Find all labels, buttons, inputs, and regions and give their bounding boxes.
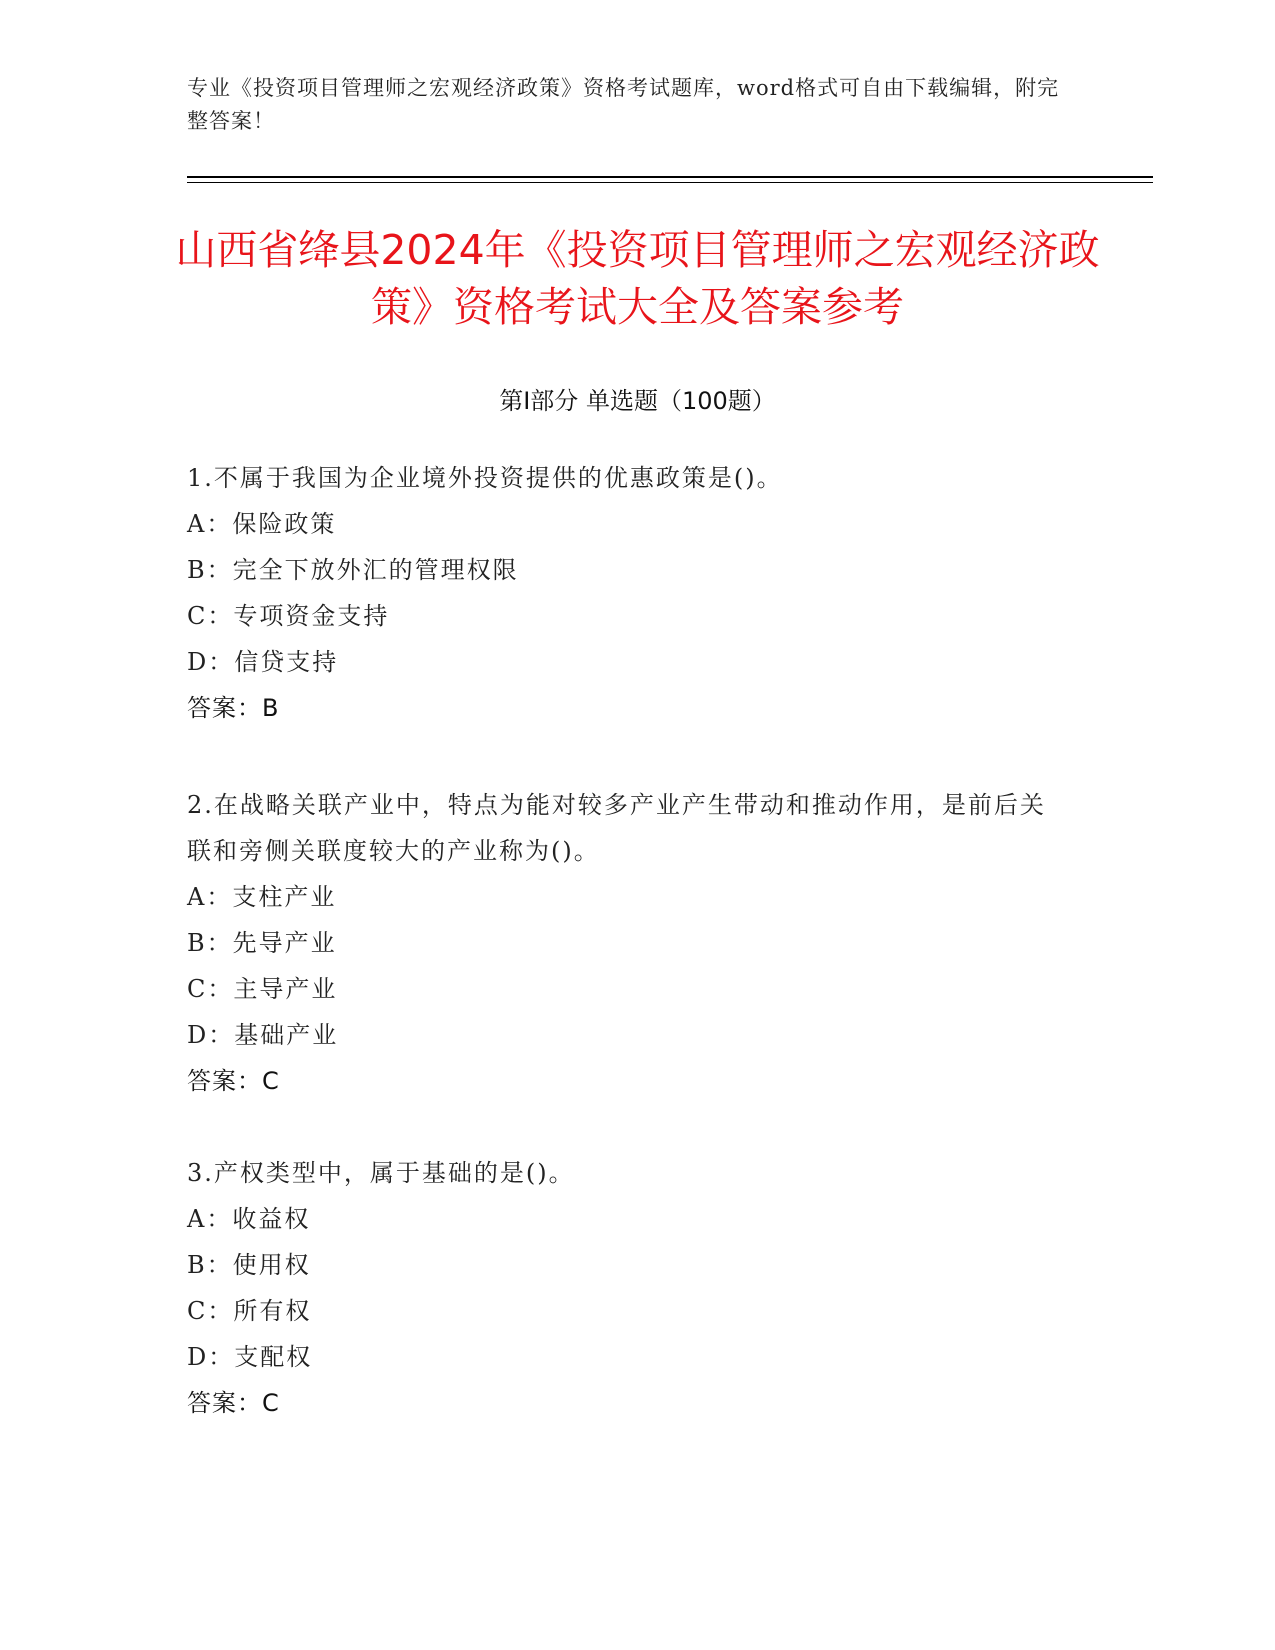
answer: 答案：C xyxy=(187,1389,280,1417)
option-d: D：信贷支持 xyxy=(187,648,339,676)
option-b: B：完全下放外汇的管理权限 xyxy=(187,556,519,584)
option-d: D：基础产业 xyxy=(187,1021,339,1049)
header-divider-thick xyxy=(187,176,1153,178)
question-stem: 3.产权类型中，属于基础的是()。 xyxy=(187,1159,575,1187)
option-a: A：保险政策 xyxy=(187,510,337,538)
section-heading: 第Ⅰ部分 单选题（100题） xyxy=(499,387,776,415)
option-a: A：收益权 xyxy=(187,1205,311,1233)
option-b: B：使用权 xyxy=(187,1251,311,1279)
option-a: A：支柱产业 xyxy=(187,883,337,911)
answer: 答案：B xyxy=(187,694,280,722)
question-1 xyxy=(187,455,1087,731)
option-c: C：所有权 xyxy=(187,1297,312,1325)
header-note: 专业《投资项目管理师之宏观经济政策》资格考试题库，word格式可自由下载编辑，附完整答案！ xyxy=(187,76,1060,133)
question-stem: 1.不属于我国为企业境外投资提供的优惠政策是()。 xyxy=(187,464,783,492)
option-b: B：先导产业 xyxy=(187,929,337,957)
answer: 答案：C xyxy=(187,1067,280,1095)
question-2 xyxy=(187,782,1047,1104)
option-d: D：支配权 xyxy=(187,1343,313,1371)
document-title: 山西省绛县2024年《投资项目管理师之宏观经济政策》资格考试大全及答案参考 xyxy=(175,226,1100,331)
option-c: C：专项资金支持 xyxy=(187,602,390,630)
question-stem: 2.在战略关联产业中，特点为能对较多产业产生带动和推动作用，是前后关联和旁侧关联度较大的产业称为()。 xyxy=(187,791,1046,865)
header-divider-thin xyxy=(187,182,1153,183)
option-c: C：主导产业 xyxy=(187,975,338,1003)
question-3 xyxy=(187,1150,1087,1426)
